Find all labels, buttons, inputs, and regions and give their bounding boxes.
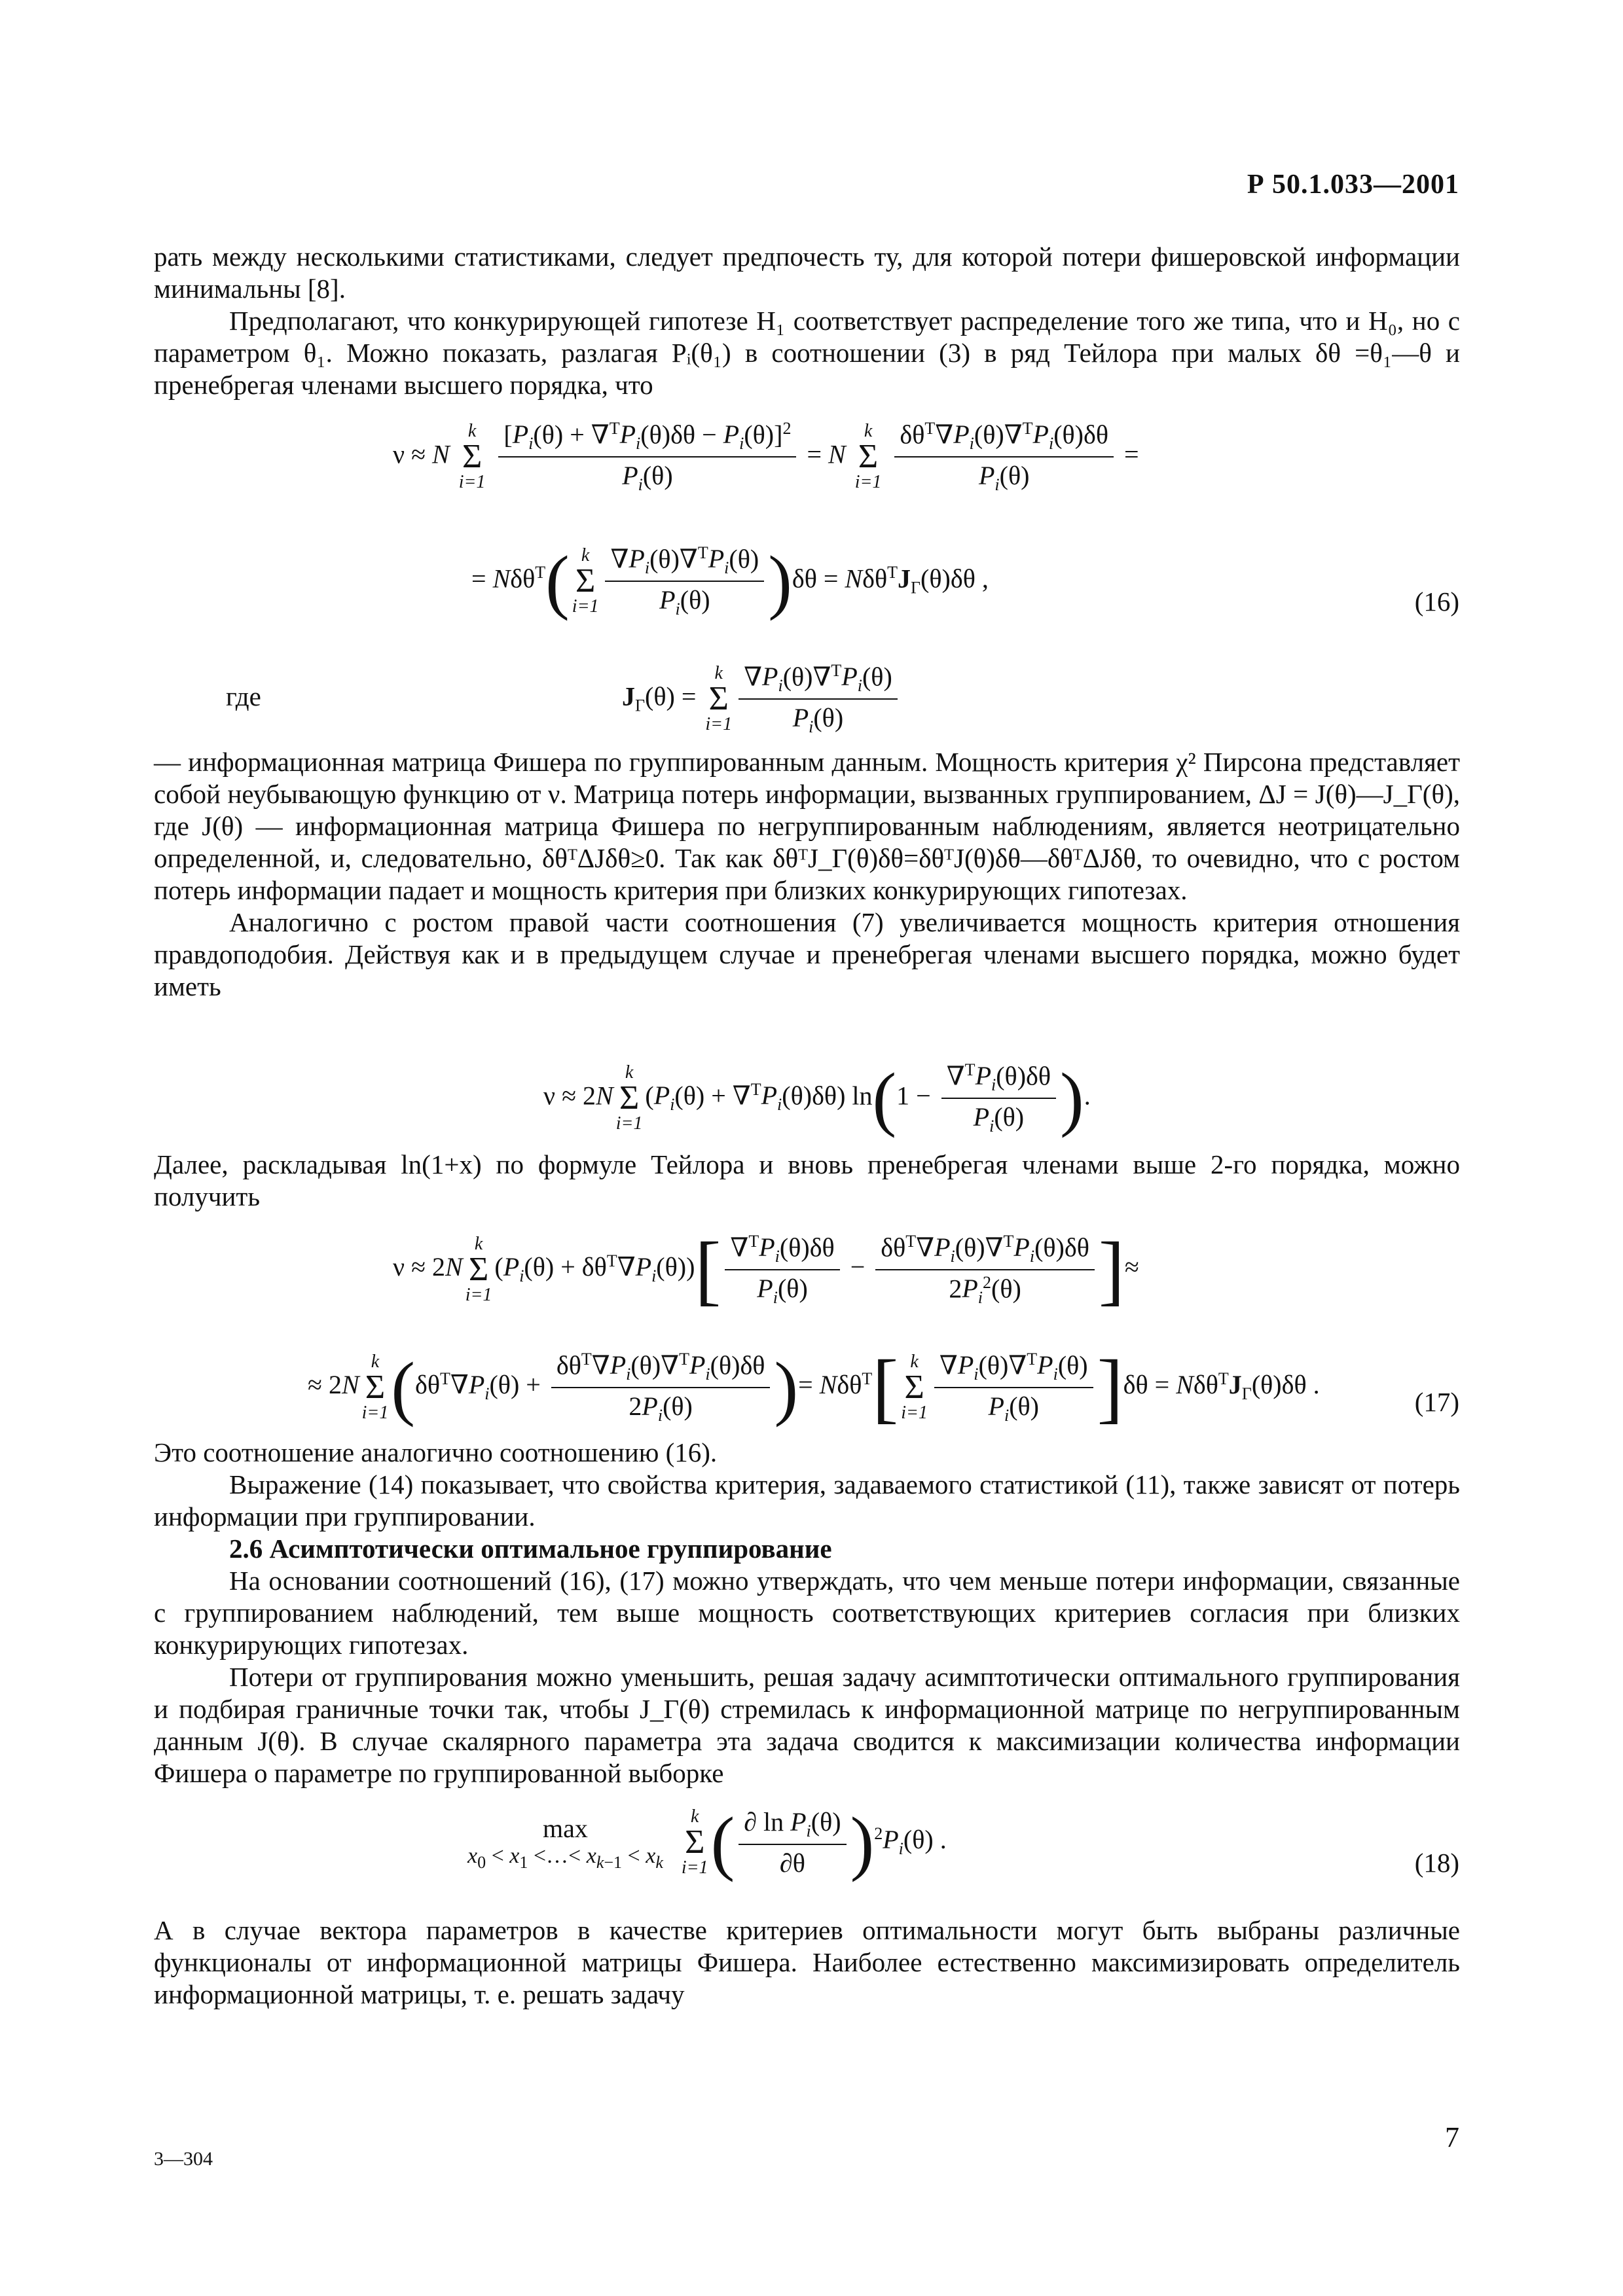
equation-17-line1: ν ≈ 2N k Σ i=1 $(P_i(\theta) + \delta\theta^T\nabla P_i(\theta))$[ $\frac{\nabla^TP_i(\theta)\delta\theta}{P_i(\theta)}$ − $\frac{\delta\theta^T\nabla P_i(\theta)\nabla^TP_i(\theta)\delta\theta}{2P_i^2(\theta)}$ ]≈ (393, 1226, 1139, 1313)
text-block-top (154, 241, 1460, 401)
equation-nu-line1: ν ≈ N k Σ i=1 $\frac{[P_i(\theta) + \nabla^TP_i(\theta)\delta\theta - P_i(\theta)]^2}{P_i(\theta)}$ = N k Σ i=1 $\frac{\delta\theta^T\nabla P_i(\theta)\nabla^TP_i(\theta)\delta\theta}{P_i(\theta)}$ = (393, 419, 1139, 495)
document-code: Р 50.1.033—2001 (1247, 170, 1459, 200)
equation-j-gamma: $J_\Gamma(\theta)$ = k Σ i=1 $\frac{\nabla P_i(\theta)\nabla^TP_i(\theta)}{P_i(\theta)}$ (622, 661, 902, 737)
section-heading: 2.6 Асимптотически оптимальное группирование (229, 1534, 832, 1564)
paragraph-5: Далее, раскладывая ln(1+x) по формуле Тейлора и вновь пренебрегая членами выше 2-го порядка, можно получить (154, 1149, 1460, 1211)
text-block-lower (154, 1437, 1460, 1789)
footer-print-code: 3—304 (154, 2148, 213, 2170)
equation-17-line2: ≈ 2N k Σ i=1 ($\delta\theta^T\nabla P_i(\theta)$ + $\frac{\delta\theta^T\nabla P_i(\theta)\nabla^TP_i(\theta)\delta\theta}{2P_i(\theta)}$ )= Nδθ$^T$[ k Σ i=1 $\frac{\nabla P_i(\theta)\nabla^TP_i(\theta)}{P_i(\theta)}$ ]$\delta\theta = N\delta\theta^TJ_\Gamma(\theta)\delta\theta$ . (308, 1344, 1320, 1431)
paragraph-3: — информационная матрица Фишера по группированным данным. Мощность критерия χ² Пирсона представляет собой неубывающую функцию от ν. Матрица потерь информации, вызванных группированием, ΔJ = J(θ)—J_Γ(θ), где J(θ) — информационная матрица Фишера по негруппированным наблюдениям, является неотрицательно определенной, и, следовательно, δθᵀΔJδθ≥0. Так как δθᵀJ_Γ(θ)δθ=δθᵀJ(θ)δθ—δθᵀΔJδθ, то очевидно, что с ростом потерь информации падает и мощность критерия при близких конкурирующих гипотезах. (154, 747, 1460, 905)
equation-17-number: (17) (1414, 1387, 1459, 1417)
text-block-bottom (154, 1914, 1460, 2011)
paragraph-6: Это соотношение аналогично соотношению (16). (154, 1437, 718, 1467)
equation-16-number: (16) (1414, 586, 1459, 617)
equation-18: max $x_0 < x_1$ <…< $x_{k-1} < x_k$ k Σ i=1 ( $\frac{\partial \ln P_i(\theta)}{\partial\theta}$ )$^2P_i(\theta)$ . (467, 1803, 947, 1882)
paragraph-9: Потери от группирования можно уменьшить, решая задачу асимптотически оптимального группирования и подбирая граничные точки так, чтобы J_Γ(θ) стремилась к информационной матрице по негруппированным данным J(θ). В случае скалярного параметра эта задача сводится к максимизации количества информации Фишера о параметре по группированной выборке (154, 1662, 1460, 1788)
paragraph-8: На основании соотношений (16), (17) можно утверждать, что чем меньше потери информации, связанные с группированием наблюдений, тем выше мощность соответствующих критериев согласия при близких конкурирующих гипотезах. (154, 1566, 1460, 1660)
text-block-middle (154, 746, 1460, 1003)
equation-nu-likelihood: ν ≈ 2N k Σ i=1 $(P_i(\theta) + \nabla^TP_i(\theta)\delta\theta) \ln(1$ − $\frac{\nabla^TP_i(\theta)\delta\theta}{P_i(\theta)}$ ). (543, 1058, 1091, 1139)
equation-16: = Nδθ$^T$( k Σ i=1 $\frac{\nabla P_i(\theta)\nabla^TP_i(\theta)}{P_i(\theta)}$ )$\delta\theta = N\delta\theta^TJ_\Gamma(\theta)\delta\theta$ , (471, 541, 989, 622)
page-number: 7 (1445, 2121, 1459, 2153)
paragraph-10: А в случае вектора параметров в качестве критериев оптимальности могут быть выбраны различные функционалы от информационной матрицы Фишера. Наиболее естественно максимизировать определитель информационной матрицы, т. е. решать задачу (154, 1915, 1460, 2009)
equation-18-number: (18) (1414, 1848, 1459, 1878)
paragraph-7: Выражение (14) показывает, что свойства критерия, задаваемого статистикой (11), также зависят от потерь информации при группировании. (154, 1469, 1460, 1532)
paragraph-4: Аналогично с ростом правой части соотношения (7) увеличивается мощность критерия отношения правдоподобия. Действуя как и в предыдущем случае и пренебрегая членами высшего порядка, можно будет иметь (154, 907, 1460, 1001)
paragraph-1: рать между несколькими статистиками, следует предпочесть ту, для которой потери фишеровской информации минимальны [8]. (154, 242, 1460, 304)
where-label: где (226, 681, 261, 711)
paragraph-2: Предполагают, что конкурирующей гипотезе H₁ соответствует распределение того же типа, что и H₀, но с параметром θ₁. Можно показать, разлагая Pᵢ(θ₁) в соотношении (3) в ряд Тейлора при малых δθ =θ₁—θ и пренебрегая членами высшего порядка, что (154, 306, 1460, 400)
text-block-taylor (154, 1149, 1460, 1213)
